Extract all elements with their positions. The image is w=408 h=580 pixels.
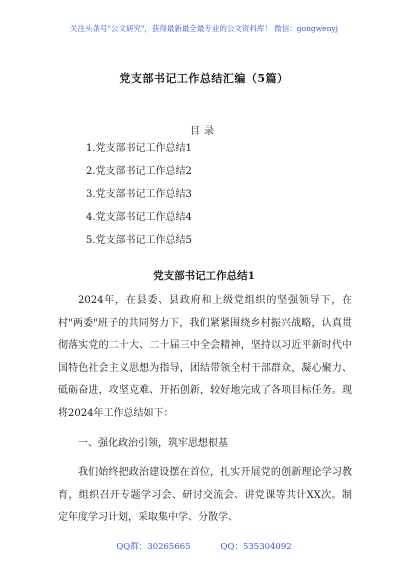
toc-item[interactable]: 4.党支部书记工作总结4: [86, 212, 192, 223]
section-body: [58, 290, 352, 537]
subheading: 一、强化政治引领，筑牢思想根基: [78, 437, 228, 449]
toc-heading: 目录: [190, 126, 218, 137]
table-of-contents: [86, 142, 192, 257]
qq-number-text: QQ：535304092: [220, 542, 292, 552]
header-banner: 关注头条号"公文研究"，获得最新最全最专业的公文资料库！ 微信：gongwenyj: [70, 24, 338, 33]
body-paragraph: 我们始终把政治建设摆在首位，扎实开展党的创新理论学习教育，组织召开专题学习会、研讨交流会、讲党课等共计XX次。制定年度学习计划，采取集中学、分散学、: [58, 467, 352, 524]
document-title: 党支部书记工作总结汇编（5篇）: [119, 72, 289, 85]
section-title: 党支部书记工作总结1: [153, 270, 255, 282]
toc-item[interactable]: 3.党支部书记工作总结3: [86, 189, 192, 200]
toc-item[interactable]: 2.党支部书记工作总结2: [86, 166, 192, 177]
toc-item[interactable]: 1.党支部书记工作总结1: [86, 143, 192, 154]
toc-item[interactable]: 5.党支部书记工作总结5: [86, 235, 192, 246]
intro-paragraph: 2024年，在县委、县政府和上级党组织的坚强领导下，在村"两委"班子的共同努力下，我们紧紧围绕乡村振兴战略，认真贯彻落实党的二十大、二十届三中全会精神，坚持以习近平新时代中国特色社会主义思想为指导，团结带领全村干部群众，凝心聚力、砥砺奋进，攻坚克难、开拓创新，较好地完成了各项目标任务。现将2024年工作总结如下：: [58, 295, 352, 419]
footer-contact: [0, 540, 408, 552]
qq-group-text: QQ群：30265665: [116, 542, 191, 552]
